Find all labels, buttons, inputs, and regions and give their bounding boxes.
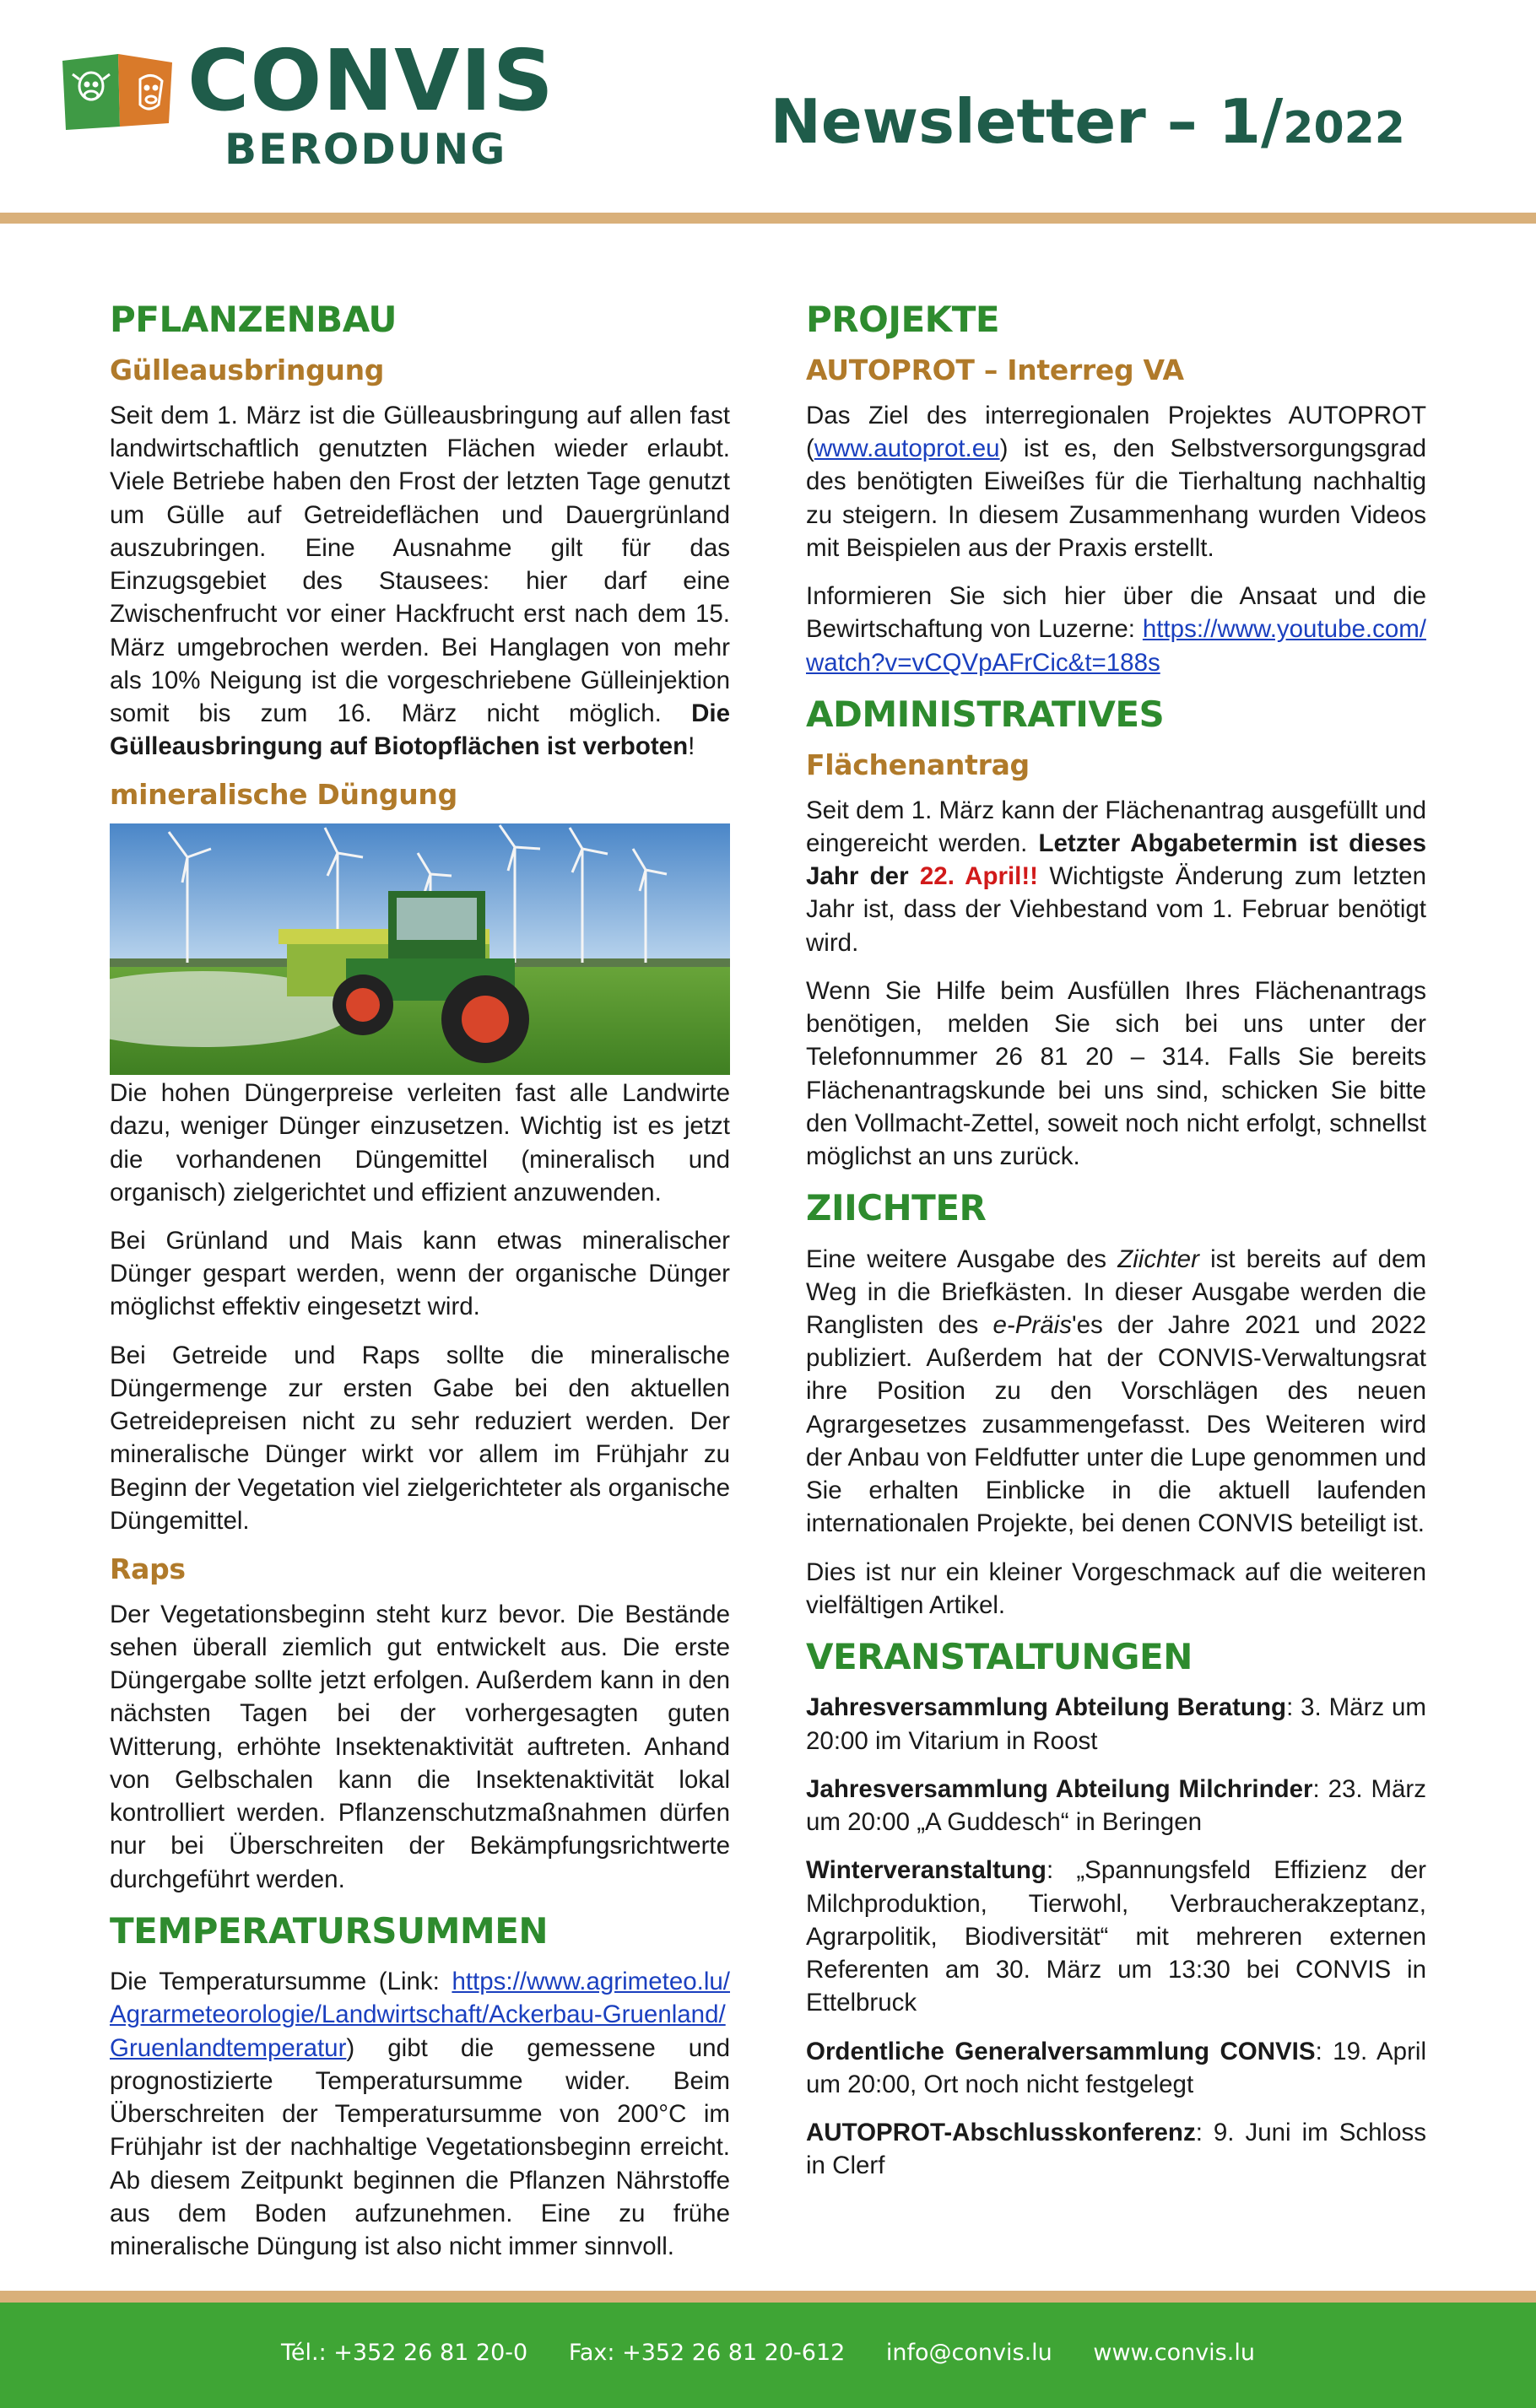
section-heading-projekte: PROJEKTE	[806, 299, 1000, 340]
paragraph-flaechenantrag-1	[806, 794, 1426, 959]
header-rule	[0, 213, 1536, 224]
logo-subtitle: BERODUNG	[224, 125, 507, 174]
event-item	[806, 2116, 1426, 2182]
convis-logo	[59, 31, 554, 186]
subheading-autoprot: AUTOPROT – Interreg VA	[806, 354, 1184, 387]
section-heading-temperatursummen: TEMPERATURSUMMEN	[110, 1909, 549, 1952]
fa-bold: Letzter Abgabetermin ist dieses Jahr der	[806, 829, 1426, 891]
subheading-raps: Raps	[110, 1552, 186, 1586]
subheading-mineral: mineralische Düngung	[110, 778, 457, 812]
section-heading-pflanzenbau: PFLANZENBAU	[110, 299, 398, 340]
event-title: Jahresversammlung Abteilung Milchrinder	[806, 1774, 1313, 1803]
guelle-bold: Die Gülleausbringung auf Biotopflächen ist verboten	[110, 699, 730, 761]
zi-i2: e-Präis	[992, 1311, 1072, 1339]
page-header	[0, 0, 1536, 211]
temp-post: ) gibt die gemessene und prognostizierte Temperatursumme wider. Beim Überschreiten der Temperatursumme von 200°C im Frühjahr ist der nachhaltige Vegetationsbeginn erreicht. Ab diesem Zeitpunkt beginnen die Pflanzen Nährstoffe aus dem Boden aufzunehmen. Eine zu frühe mineralische Düngung ist also nicht immer sinnvoll.	[110, 2033, 730, 2260]
logo-wordmark: CONVIS	[187, 31, 554, 130]
temp-pre: Die Temperatursumme (Link:	[110, 1968, 452, 1996]
guelle-text: Seit dem 1. März ist die Gülleausbringung auf allen fast landwirtschaftlich genutzten Flächen wieder erlaubt. Viele Betriebe haben den Frost der letzten Tage genutzt um Gülle auf Getreideflächen und Dauergrünland auszubringen. Eine Ausnahme gilt für das Einzugsgebiet des Stausees: hier darf eine Zwischenfrucht vor einer Hackfrucht erst nach dem 15. März umgebrochen werden. Bei Hanglagen von mehr als 10% Neigung ist die vorgeschriebene Gülleinjektion somit bis zum 16. März nicht möglich.	[110, 401, 730, 727]
event-item	[806, 2035, 1426, 2101]
paragraph-ziichter-2: Dies ist nur ein kleiner Vorgeschmack auf die weiteren vielfältigen Artikel.	[806, 1558, 1426, 1619]
fa-deadline: 22. April!!	[919, 862, 1038, 891]
newsletter-title	[770, 86, 1405, 157]
left-column	[110, 300, 730, 2278]
footer-fax: Fax: +352 26 81 20-612	[568, 2340, 846, 2366]
section-heading-administratives: ADMINISTRATIVES	[806, 693, 1165, 735]
subheading-guelle: Gülleausbringung	[110, 354, 385, 387]
paragraph-raps: Der Vegetationsbeginn steht kurz bevor. Die Bestände sehen überall ziemlich gut entwickelt aus. Die erste Düngergabe sollte jetzt erfolgen. Außerdem kann in den nächsten Tagen bei der vorhergesagten guten Witterung, erhöhte Insektenaktivität auftreten. Anhand von Gelbschalen kann die Insektenaktivität lokal kontrolliert werden. Pflanzenschutzmaßnahmen dürfen nur bei Überschreiten der Bekämpfungsrichtwerte durchgeführt werden.	[110, 1600, 730, 1893]
paragraph-mineral-3: Bei Getreide und Raps sollte die mineralische Düngermenge zur ersten Gabe bei den aktuellen Getreidepreisen nicht zu sehr reduziert werden. Der mineralische Dünger wirkt vor allem im Frühjahr zu Beginn der Vegetation viel zielgerichteter als organische Düngemittel.	[110, 1341, 730, 1535]
youtube-link[interactable]: https://www.youtube.com/watch?v=vCQVpAFrCic&t=188s	[806, 615, 1426, 677]
paragraph-guelle	[110, 399, 730, 764]
event-title: Ordentliche Generalversammlung CONVIS	[806, 2037, 1316, 2065]
paragraph-flaechenantrag-2: Wenn Sie Hilfe beim Ausfüllen Ihres Flächenantrags benötigen, melden Sie sich bei uns unter der Telefonnummer 26 81 20 – 314. Falls Sie bereits Flächenantragskunde bei uns sind, schicken Sie bitte den Vollmacht-Zettel, soweit noch nicht erfolgt, schnellst möglichst an uns zurück.	[806, 976, 1426, 1170]
title-main: Newsletter – 1/	[770, 86, 1284, 157]
paragraph-mineral-2: Bei Grünland und Mais kann etwas mineralischer Dünger gespart werden, wenn der organische Dünger möglichst effektiv eingesetzt wird.	[110, 1227, 730, 1321]
page-footer	[0, 2303, 1536, 2408]
paragraph-mineral-1: Die hohen Düngerpreise verleiten fast alle Landwirte dazu, weniger Dünger einzusetzen. Wichtig ist es jetzt die vorhandenen Düngemittel (mineralisch und organisch) zielgerichtet und effizient anzuwenden.	[110, 1079, 730, 1207]
event-text: : 9. Juni im Schloss in Clerf	[806, 2118, 1426, 2180]
fa-post: Wichtigste Änderung zum letzten Jahr ist, dass der Viehbestand vom 1. Februar benötigt wird.	[806, 862, 1426, 957]
footer-rule	[0, 2291, 1536, 2303]
event-item	[806, 1854, 1426, 2019]
paragraph-temperatursummen	[110, 1965, 730, 2263]
zi-a: Eine weitere Ausgabe des	[806, 1244, 1118, 1273]
title-year: 2022	[1283, 103, 1405, 154]
zi-i1: Ziichter	[1117, 1244, 1199, 1273]
subheading-flaechenantrag: Flächenantrag	[806, 748, 1030, 782]
footer-phone: Tél.: +352 26 81 20-0	[281, 2340, 528, 2366]
fa-pre: Seit dem 1. März kann der Flächenantrag ausgefüllt und eingereicht werden.	[806, 796, 1426, 857]
luzerne-pre: Informieren Sie sich hier über die Ansaat und die Bewirtschaftung von Luzerne:	[806, 582, 1426, 644]
agrimeteo-link[interactable]: https://www.agrimeteo.lu/Agrarmeteorologie/Landwirtschaft/Ackerbau-Gruenland/Gruenlandtemperatur	[110, 1968, 730, 2062]
event-text: : 23. März um 20:00 „A Guddesch“ in Beringen	[806, 1774, 1426, 1837]
event-text: : 3. März um 20:00 im Vitarium in Roost	[806, 1693, 1427, 1755]
event-title: AUTOPROT-Abschlusskonferenz	[806, 2118, 1196, 2146]
footer-website[interactable]: www.convis.lu	[1093, 2340, 1255, 2366]
autoprot-post: ) ist es, den Selbstversorgungsgrad des benötigten Eiweißes für die Tierhaltung nachhaltig zu steigern. In diesem Zusammenhang wurden Videos mit Beispielen aus der Praxis erstellt.	[806, 435, 1426, 562]
event-item	[806, 1691, 1426, 1757]
guelle-end: !	[688, 732, 695, 761]
footer-contact	[0, 2340, 1536, 2366]
event-text: : 19. April um 20:00, Ort noch nicht festgelegt	[806, 2037, 1426, 2098]
paragraph-autoprot-2	[806, 580, 1426, 679]
event-item	[806, 1773, 1426, 1838]
paragraph-ziichter-1	[806, 1243, 1426, 1541]
tractor-image	[110, 823, 730, 1075]
event-title: Winterveranstaltung	[806, 1856, 1047, 1885]
autoprot-link[interactable]: www.autoprot.eu	[814, 435, 1000, 463]
event-text: : „Spannungsfeld Effizienz der Milchproduktion, Tierwohl, Verbraucherakzeptanz, Agrarpolitik, Biodiversität“ mit mehreren externen Referenten am 30. März um 13:30 bei CONVIS in Ettelbruck	[806, 1856, 1426, 2017]
logo-mark-icon	[59, 49, 176, 133]
tractor-photo	[110, 823, 730, 1075]
footer-email[interactable]: info@convis.lu	[885, 2340, 1052, 2366]
section-heading-veranstaltungen: VERANSTALTUNGEN	[806, 1636, 1193, 1678]
paragraph-autoprot-1	[806, 399, 1426, 564]
event-title: Jahresversammlung Abteilung Beratung	[806, 1693, 1287, 1722]
right-column	[806, 300, 1426, 2197]
zi-c: 'es der Jahre 2021 und 2022 publiziert. Außerdem hat der CONVIS-Verwaltungsrat ihre Position zu den Vorschlägen des neuen Agrargesetzes zusammengefasst. Des Weiteren wird der Anbau von Feldfutter unter die Lupe genommen und Sie erhalten Einblicke in die aktuell laufenden internationalen Projekte, bei denen CONVIS beteiligt ist.	[806, 1311, 1426, 1538]
section-heading-ziichter: ZIICHTER	[806, 1187, 987, 1229]
zi-b: ist bereits auf dem Weg in die Briefkästen. In dieser Ausgabe werden die Ranglisten des	[806, 1244, 1426, 1339]
autoprot-pre: Das Ziel des interregionalen Projektes AUTOPROT (	[806, 401, 1426, 463]
